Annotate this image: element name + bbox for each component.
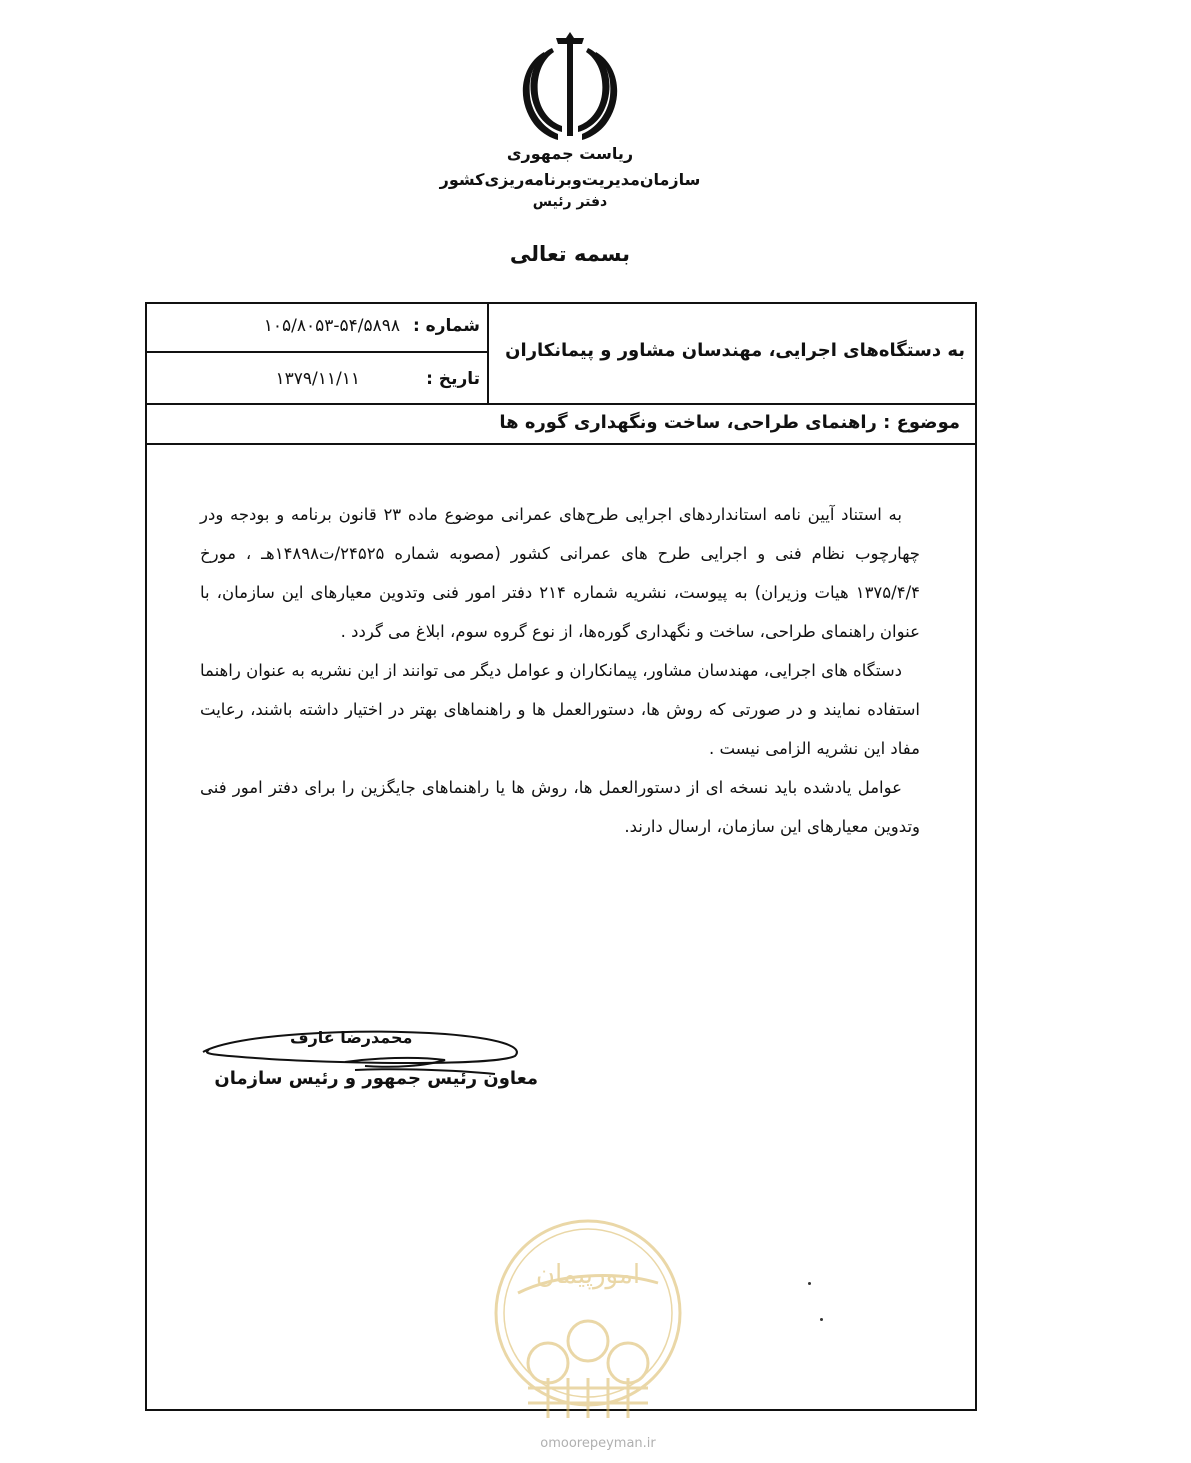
date-label: تاریخ : bbox=[426, 369, 480, 389]
emblem-icon bbox=[490, 30, 650, 148]
body-paragraph-1: به استناد آیین نامه استانداردهای اجرایی طرح‌های عمرانی موضوع ماده ۲۳ قانون برنامه و بودجه ودر چهارچوب نظام فنی و اجرایی طرح های عمرانی کشور (مصوبه شماره ۲۴۵۲۵/ت۱۴۸۹۸هـ ، مورخ ۱۳۷۵/۴/۴ هیات وزیران) به پیوست، نشریه شماره ۲۱۴ دفتر امور فنی وتدوین معیارهای این سازمان، با عنوان راهنمای طراحی، ساخت و نگهداری گوره‌ها، از نوع گروه سوم، ابلاغ می گردد . bbox=[200, 505, 920, 641]
watermark-logo-text: امورپیمان bbox=[535, 1260, 641, 1290]
watermark-site: omoorepeyman.ir bbox=[540, 1436, 656, 1451]
divider bbox=[147, 443, 975, 445]
letterhead-line-office: دفتر رئیس bbox=[532, 194, 608, 210]
letter-body bbox=[200, 495, 920, 846]
speck bbox=[820, 1318, 823, 1321]
divider bbox=[147, 403, 975, 405]
date-value: ۱۳۷۹/۱۱/۱۱ bbox=[275, 369, 360, 389]
recipients: به دستگاه‌های اجرایی، مهندسان مشاور و پیمانکاران bbox=[505, 340, 965, 361]
signature-name: محمدرضا عارف bbox=[290, 1028, 413, 1047]
number-value: ۱۰۵/۸۰۵۳-۵۴/۵۸۹۸ bbox=[263, 316, 400, 336]
watermark-logo-icon bbox=[488, 1213, 688, 1433]
speck bbox=[808, 1282, 811, 1285]
letterhead-line-organization: سازمان‌مدیریت‌وبرنامه‌ریزی‌کشور bbox=[439, 170, 701, 189]
number-label: شماره : bbox=[412, 316, 480, 336]
body-paragraph-2: دستگاه های اجرایی، مهندسان مشاور، پیمانکاران و عوامل دیگر می توانند از این نشریه به عنوان راهنما استفاده نمایند و در صورتی که روش ها، دستورالعمل ها و راهنماهای بهتر در اختیار داشته باشند، رعایت مفاد این نشریه الزامی نیست . bbox=[200, 661, 920, 758]
body-paragraph-3: عوامل یادشده باید نسخه ای از دستورالعمل ها، روش ها یا راهنماهای جایگزین را برای دفتر امور فنی وتدوین معیارهای این سازمان، ارسال دارند. bbox=[200, 778, 920, 836]
divider bbox=[487, 304, 489, 404]
letterhead-line-presidency: ریاست جمهوری bbox=[506, 144, 634, 163]
invocation: بسمه تعالی bbox=[509, 242, 631, 266]
divider bbox=[147, 351, 488, 353]
signature-title: معاون رئیس جمهور و رئیس سازمان bbox=[214, 1068, 538, 1089]
subject: موضوع : راهنمای طراحی، ساخت ونگهداری گوره ها bbox=[499, 412, 960, 433]
